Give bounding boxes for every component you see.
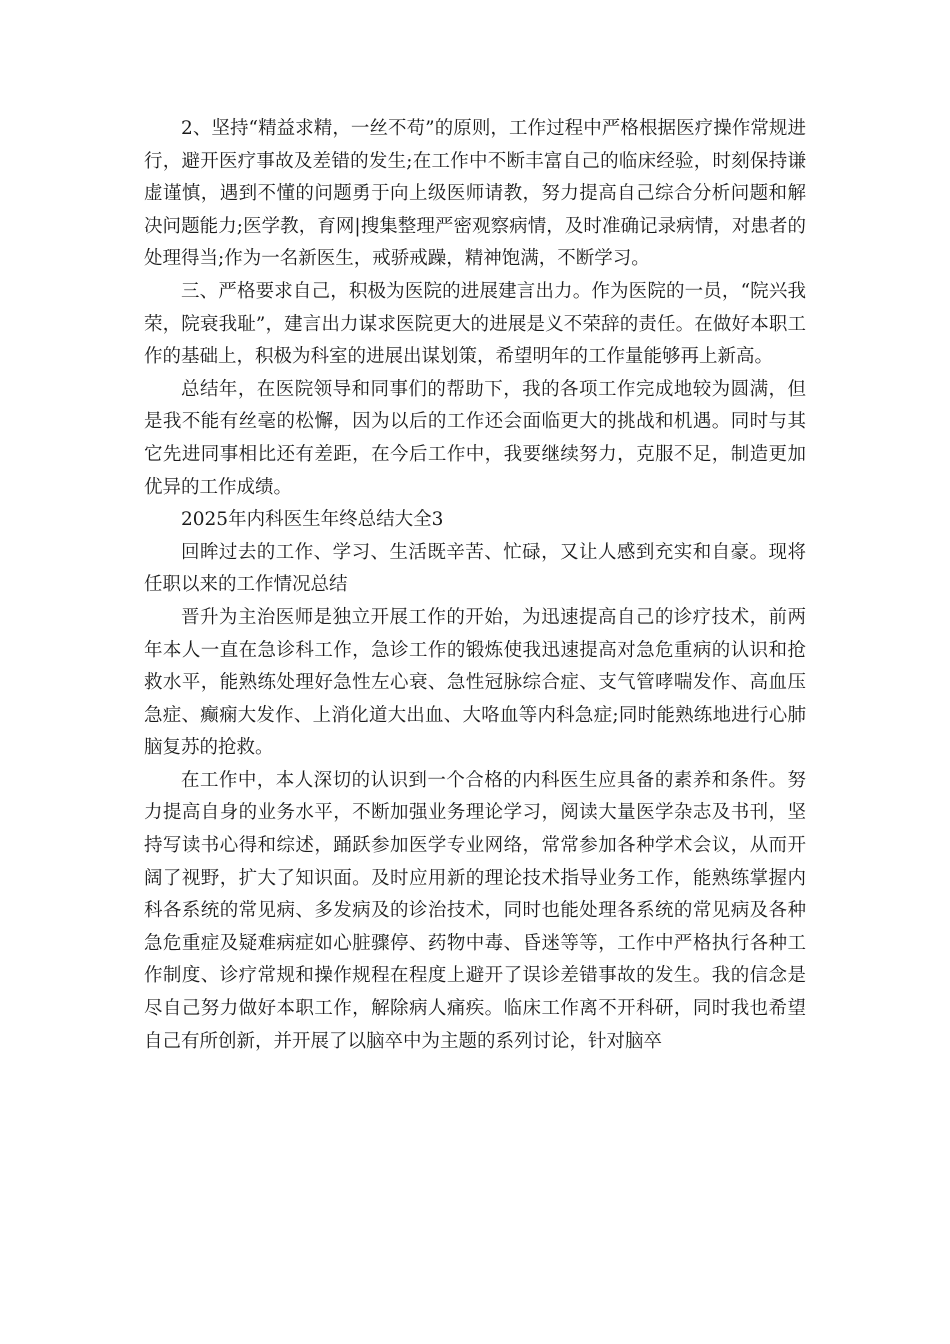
paragraph-5: 晋升为主治医师是独立开展工作的开始，为迅速提高自己的诊疗技术，前两年本人一直在急诊科工作，急诊工作的锻炼使我迅速提高对急危重病的认识和抢救水平，能熟练处理好急性左心衰、急性冠脉综合症、支气管哮喘发作、高血压急症、癫痫大发作、上消化道大出血、大咯血等内科急症;同时能熟练地进行心肺脑复苏的抢救。 <box>144 606 806 759</box>
section-heading: 2025年内科医生年终总结大全3 <box>181 509 444 531</box>
paragraph-4: 回眸过去的工作、学习、生活既辛苦、忙碌，又让人感到充实和自豪。现将任职以来的工作情况总结 <box>144 541 806 596</box>
paragraph-6: 在工作中，本人深切的认识到一个合格的内科医生应具备的素养和条件。努力提高自身的业务水平，不断加强业务理论学习，阅读大量医学杂志及书刊，坚持写读书心得和综述，踊跃参加医学专业网络，常常参加各种学术会议，从而开阔了视野，扩大了知识面。及时应用新的理论技术指导业务工作，能熟练掌握内科各系统的常见病、多发病及的诊治技术，同时也能处理各系统的常见病及各种急危重症及疑难病症如心脏骤停、药物中毒、昏迷等等，工作中严格执行各种工作制度、诊疗常规和操作规程在程度上避开了误诊差错事故的发生。我的信念是尽自己努力做好本职工作，解除病人痛疾。临床工作离不开科研，同时我也希望自己有所创新，并开展了以脑卒中为主题的系列讨论，针对脑卒 <box>144 769 806 1052</box>
document-page <box>144 113 806 1058</box>
paragraph-3: 总结年，在医院领导和同事们的帮助下，我的各项工作完成地较为圆满，但是我不能有丝毫的松懈，因为以后的工作还会面临更大的挑战和机遇。同时与其它先进同事相比还有差距，在今后工作中，我要继续努力，克服不足，制造更加优异的工作成绩。 <box>144 378 806 498</box>
paragraph-2: 三、严格要求自己，积极为医院的进展建言出力。作为医院的一员，“院兴我荣，院衰我耻”，建言出力谋求医院更大的进展是义不荣辞的责任。在做好本职工作的基础上，积极为科室的进展出谋划策，希望明年的工作量能够再上新高。 <box>144 280 806 368</box>
paragraph-1: 2、坚持“精益求精，一丝不苟”的原则，工作过程中严格根据医疗操作常规进行，避开医疗事故及差错的发生;在工作中不断丰富自己的临床经验，时刻保持谦虚谨慎，遇到不懂的问题勇于向上级医师请教，努力提高自己综合分析问题和解决问题能力;医学教，育网|搜集整理严密观察病情，及时准确记录病情，对患者的处理得当;作为一名新医生，戒骄戒躁，精神饱满，不断学习。 <box>144 118 806 270</box>
